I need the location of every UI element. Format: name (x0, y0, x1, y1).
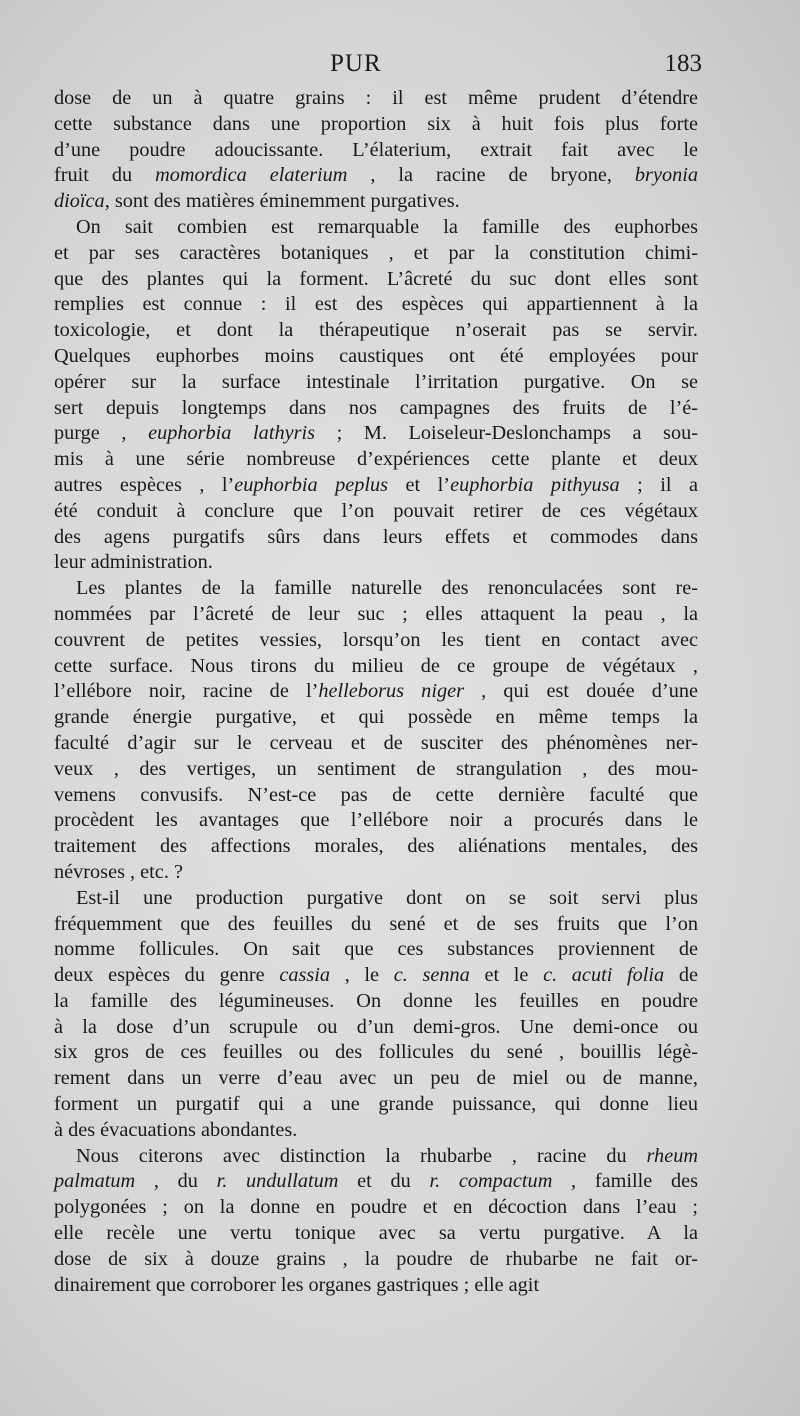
text-line: polygonées ; on la donne en poudre et en décoction dans l’eau ; (54, 1196, 698, 1219)
page-header (0, 50, 800, 90)
text-line: et par ses caractères botaniques , et par la constitution chimi- (54, 241, 698, 264)
text-line: dinairement que corroborer les organes gastriques ; elle agit (54, 1273, 540, 1296)
text-line: On sait combien est remarquable la famille des euphorbes (76, 215, 698, 238)
text-line: été conduit à conclure que l’on pouvait retirer de ces végétaux (54, 499, 698, 522)
text-line: sert depuis longtemps dans nos campagnes des fruits de l’é- (54, 396, 698, 419)
text-line: elle recèle une vertu tonique avec sa vertu purgative. A la (54, 1222, 698, 1245)
text-line: l’ellébore noir, racine de l’helleborus niger , qui est douée d’une (54, 680, 698, 703)
page-number: 183 (664, 50, 702, 77)
text-line: cette substance dans une proportion six à huit fois plus forte (54, 112, 698, 135)
text-line: Nous citerons avec distinction la rhubarbe , racine du rheum (76, 1144, 698, 1167)
text-line: traitement des affections morales, des aliénations mentales, des (54, 835, 698, 858)
text-line: d’une poudre adoucissante. L’élaterium, extrait fait avec le (54, 138, 698, 161)
text-line: purge , euphorbia lathyris ; M. Loiseleur-Deslonchamps a sou- (54, 422, 698, 445)
text-line: couvrent de petites vessies, lorsqu’on les tient en contact avec (54, 628, 698, 651)
body-text (54, 86, 698, 1298)
text-line: Quelques euphorbes moins caustiques ont été employées pour (54, 344, 698, 367)
text-line: nommées par l’âcreté de leur suc ; elles attaquent la peau , la (54, 602, 698, 625)
paragraph (54, 886, 698, 1144)
text-line: la famille des légumineuses. On donne les feuilles en poudre (54, 989, 698, 1012)
text-line: des agens purgatifs sûrs dans leurs effets et commodes dans (54, 525, 698, 548)
text-line: Est-il une production purgative dont on se soit servi plus (76, 886, 698, 909)
text-line: autres espèces , l’euphorbia peplus et l’euphorbia pithyusa ; il a (54, 473, 699, 496)
text-line: Les plantes de la famille naturelle des renonculacées sont re- (76, 577, 698, 600)
text-line: deux espèces du genre cassia , le c. senna et le c. acuti folia de (54, 964, 699, 987)
paragraph (54, 1144, 698, 1299)
paragraph (54, 86, 698, 215)
text-line: opérer sur la surface intestinale l’irritation purgative. On se (54, 370, 698, 393)
text-line: dioïca, sont des matières éminemment purgatives. (54, 190, 460, 213)
text-line: remplies est connue : il est des espèces qui appartiennent à la (54, 293, 698, 316)
text-line: à la dose d’un scrupule ou d’un demi-gros. Une demi-once ou (54, 1015, 698, 1038)
text-line: nomme follicules. On sait que ces substances proviennent de (54, 938, 698, 961)
text-line: mis à une série nombreuse d’expériences cette plante et deux (54, 448, 698, 471)
text-line: dose de un à quatre grains : il est même prudent d’étendre (54, 87, 698, 109)
text-line: six gros de ces feuilles ou des follicules du sené , bouillis légè- (54, 1041, 698, 1064)
text-line: que des plantes qui la forment. L’âcreté du suc dont elles sont (54, 267, 698, 290)
text-line: forment un purgatif qui a une grande puissance, qui donne lieu (54, 1093, 698, 1116)
text-line: vemens convusifs. N’est-ce pas de cette dernière faculté que (54, 783, 698, 806)
text-line: cette surface. Nous tirons du milieu de ce groupe de végétaux , (54, 654, 698, 677)
text-line: grande énergie purgative, et qui possède en même temps la (54, 706, 698, 729)
text-line: toxicologie, et dont la thérapeutique n’oserait pas se servir. (54, 319, 698, 342)
text-line: fréquemment que des feuilles du sené et de ses fruits que l’on (54, 912, 698, 935)
text-line: névroses , etc. ? (54, 860, 183, 883)
running-head: PUR (330, 50, 382, 77)
paragraph (54, 576, 698, 886)
text-line: veux , des vertiges, un sentiment de strangulation , des mou- (54, 757, 698, 780)
paragraph (54, 215, 698, 576)
text-line: procèdent les avantages que l’ellébore noir a procurés dans le (54, 809, 698, 832)
text-line: leur administration. (54, 551, 213, 574)
text-line: faculté d’agir sur le cerveau et de susciter des phénomènes ner- (54, 731, 698, 754)
text-line: à des évacuations abondantes. (54, 1118, 298, 1141)
text-line: dose de six à douze grains , la poudre de rhubarbe ne fait or- (54, 1247, 698, 1270)
text-line: rement dans un verre d’eau avec un peu de miel ou de manne, (54, 1067, 698, 1090)
text-line: fruit du momordica elaterium , la racine de bryone, bryonia (54, 164, 698, 187)
text-line: palmatum , du r. undullatum et du r. compactum , famille des (54, 1170, 699, 1193)
